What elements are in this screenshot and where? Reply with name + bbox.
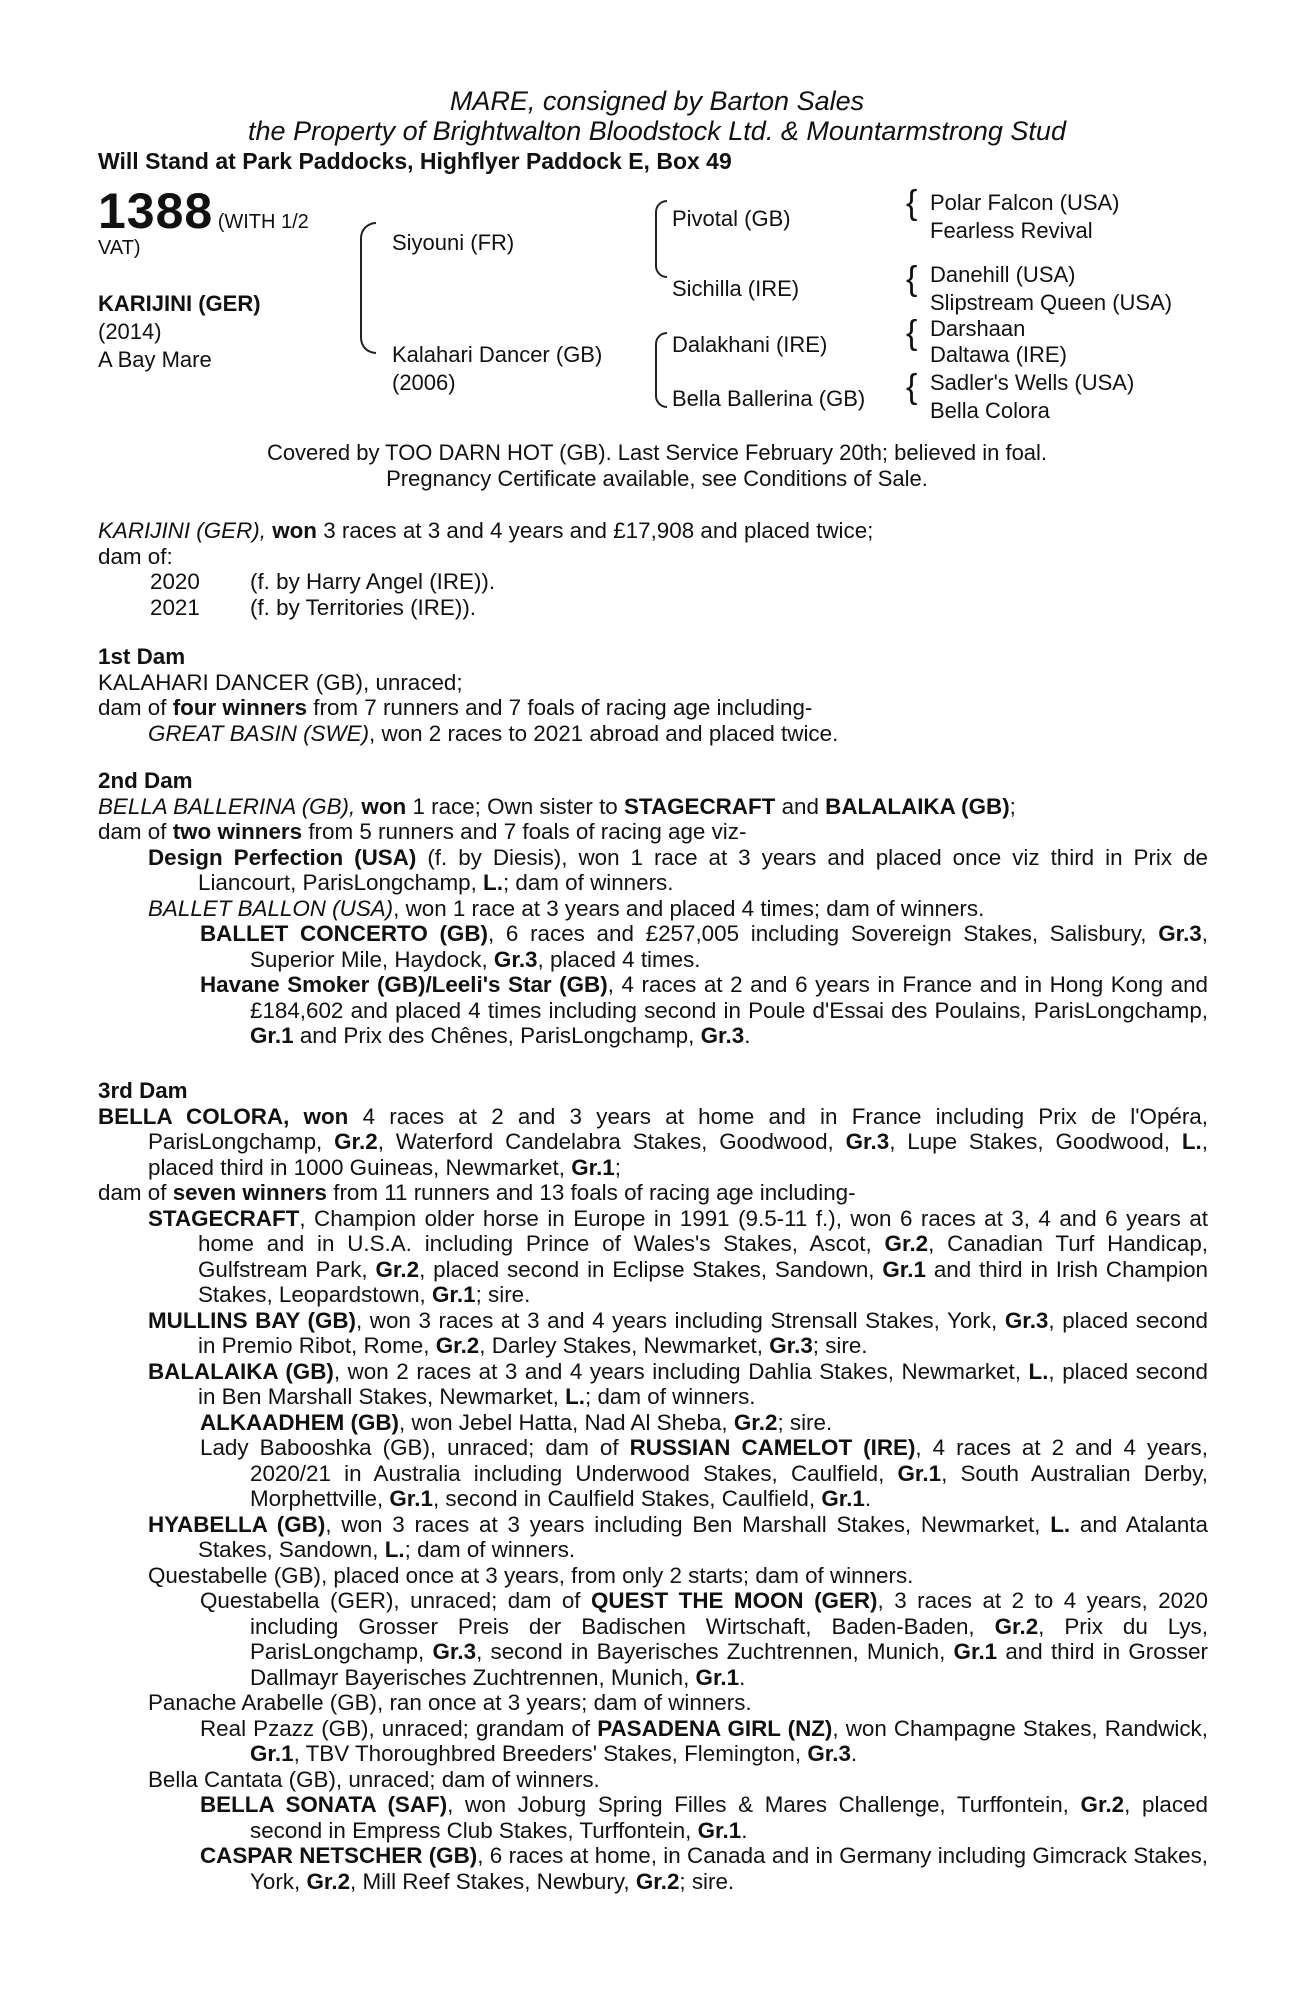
text-run: and third in Grosser Dallmayr Bayerisches Zuchtrennen, Munich, <box>250 1639 1208 1690</box>
brace-ds: { <box>906 314 918 352</box>
text-run: ; dam of winners. <box>585 1384 756 1409</box>
text-run: , TBV Thoroughbred Breeders' Stakes, Flemington, <box>293 1741 802 1766</box>
text-run: Gr.1 <box>250 1741 294 1766</box>
text-run: from 7 runners and 7 foals of racing age including- <box>313 695 813 720</box>
text-run: Gr.2 <box>635 1868 680 1894</box>
horse-identity <box>98 290 261 374</box>
third-dam-produce <box>98 1180 1208 1206</box>
text-run: ; <box>614 1154 621 1180</box>
consignor-line: MARE, consigned by Barton Sales <box>449 86 865 116</box>
pedigree-dam-year: (2006) <box>392 370 456 395</box>
text-run: Gr.2 <box>375 1256 420 1282</box>
text-run: . <box>850 1741 858 1766</box>
hyabella-entry <box>98 1512 1208 1563</box>
text-run: Gr.2 <box>306 1868 351 1894</box>
first-dam-section <box>98 644 1208 746</box>
text-run: (f. by Territories (IRE)). <box>250 594 477 620</box>
text-run: , 3 races at 2 to 4 years, 2020 including Grosser Preis der Badischen Wirtschaft, Baden-Baden, <box>250 1588 1208 1639</box>
text-run: , placed second in Premio Ribot, Rome, <box>198 1307 1208 1358</box>
text-run: , won 3 races at 3 years including Ben Marshall Stakes, Newmarket, <box>325 1511 1041 1537</box>
text-run: PASADENA GIRL (NZ) <box>597 1715 833 1741</box>
text-run: BALLET BALLON (USA) <box>148 895 394 921</box>
horse-name-ital: KARIJINI (GER), <box>98 518 266 543</box>
text-run: 4 races at 2 and 3 years at home and in France including Prix de l'Opéra, ParisLongchamp, <box>148 1103 1208 1154</box>
lot-number: 1388 <box>98 183 214 239</box>
text-run: , won Champagne Stakes, Randwick, <box>832 1715 1208 1741</box>
pregnancy-line: Pregnancy Certificate available, see Conditions of Sale. <box>386 466 928 491</box>
text-run: Gr.3 <box>700 1023 745 1048</box>
horse-description: A Bay Mare <box>98 347 212 372</box>
pedigree-ssd: Fearless Revival <box>930 218 1093 243</box>
text-run: ; dam of winners. <box>404 1537 576 1562</box>
panache-arabelle-entry: Panache Arabelle (GB), ran once at 3 years; dam of winners. <box>148 1690 752 1715</box>
text-run: , 6 races at home, in Canada and in Germany including Gimcrack Stakes, York, <box>250 1843 1208 1894</box>
text-run: , second in Caulfield Stakes, Caulfield, <box>432 1486 816 1511</box>
text-run: dam of <box>98 1180 167 1205</box>
text-run: BELLA COLORA <box>98 1103 284 1129</box>
alkaadhem-entry <box>98 1410 1208 1436</box>
text-run: from 5 runners and 7 foals of racing age viz- <box>308 819 747 844</box>
text-run: Gr.1 <box>882 1256 926 1282</box>
design-perfection-entry <box>98 845 1208 896</box>
intro-record: 3 races at 3 and 4 years and £17,908 and placed twice; <box>323 518 874 543</box>
text-run: , Champion older horse in Europe in 1991 (9.5-11 f.), won 6 races at 3, 4 and 6 years at home and in U.S.A. including Prince of Wales's Stakes, Ascot, <box>198 1205 1208 1256</box>
text-run: 1 race; Own sister to <box>412 793 618 819</box>
text-run: (f. by Harry Angel (IRE)). <box>250 569 496 594</box>
pedigree-sire: Siyouni (FR) <box>392 230 515 255</box>
lot-number-block <box>98 182 309 240</box>
text-run: Gr.3 <box>807 1741 851 1766</box>
text-run: , Darley Stakes, Newmarket, <box>479 1333 763 1358</box>
first-dam-heading: 1st Dam <box>98 644 186 669</box>
text-run: , second in Bayerisches Zuchtrennen, Munich, <box>476 1639 946 1664</box>
text-run: , 4 races at 2 and 6 years in France and in Hong Kong and £184,602 and placed 4 times including second in Poule d'Essai des Poulains, ParisLongchamp, <box>250 972 1208 1023</box>
text-run: and Prix des Chênes, ParisLongchamp, <box>299 1023 695 1048</box>
text-run: ALKAADHEM (GB) <box>200 1409 400 1435</box>
text-run: seven winners <box>172 1180 328 1205</box>
text-run: Gr.3 <box>845 1129 890 1154</box>
text-run: and third in Irish Champion Stakes, Leopardstown, <box>198 1256 1208 1307</box>
horse-year: (2014) <box>98 319 162 344</box>
text-run: Gr.1 <box>389 1486 433 1511</box>
text-run: Gr.2 <box>994 1613 1039 1639</box>
text-run: , 6 races and £257,005 including Sovereign Stakes, Salisbury, <box>487 921 1147 946</box>
text-run: dam of <box>98 819 167 844</box>
text-run: STAGECRAFT <box>148 1205 300 1231</box>
text-run: Lady Babooshka (GB), unraced; dam of <box>200 1435 619 1460</box>
text-run: Gr.2 <box>884 1231 929 1256</box>
second-dam-produce <box>98 819 1208 845</box>
text-run: Gr.2 <box>1080 1792 1125 1817</box>
text-run: ; sire. <box>679 1868 735 1894</box>
ballet-concerto-entry <box>98 921 1208 972</box>
text-run: , South Australian Derby, Morphettville, <box>250 1460 1208 1511</box>
text-run: , won 3 races at 3 and 4 years including Strensall Stakes, York, <box>356 1307 998 1333</box>
text-run: and <box>781 793 819 819</box>
stand-location: Will Stand at Park Paddocks, Highflyer Paddock E, Box 49 <box>98 148 732 174</box>
covered-line: Covered by TOO DARN HOT (GB). Last Service February 20th; believed in foal. <box>266 440 1048 465</box>
produce-row-2021 <box>98 595 1208 621</box>
pedigree-dam-sire: Dalakhani (IRE) <box>672 332 828 357</box>
text-run: BELLA BALLERINA (GB), <box>98 793 356 819</box>
real-pzazz-entry <box>98 1716 1208 1767</box>
pedigree-dss: Darshaan <box>930 316 1026 341</box>
text-run: BALALAIKA (GB) <box>148 1358 334 1384</box>
text-run: , Superior Mile, Haydock, <box>250 921 1208 972</box>
third-dam-section <box>98 1078 1208 1894</box>
bella-cantata-entry: Bella Cantata (GB), unraced; dam of winners. <box>148 1766 600 1792</box>
text-run: four winners <box>172 695 308 720</box>
text-run: , won <box>283 1103 349 1129</box>
second-dam-heading: 2nd Dam <box>98 768 193 793</box>
text-run: Havane Smoker (GB)/Leeli's Star (GB) <box>200 972 608 997</box>
questabella-entry <box>98 1588 1208 1690</box>
text-run: , won Joburg Spring Filles & Mares Challenge, Turffontein, <box>447 1792 1069 1817</box>
text-run: Gr.2 <box>733 1409 778 1435</box>
text-run: Gr.2 <box>334 1129 378 1154</box>
pedigree-brace-main <box>360 222 376 354</box>
text-run: , won 2 races to 2021 abroad and placed twice. <box>369 720 839 746</box>
text-run: MULLINS BAY (GB) <box>148 1307 356 1333</box>
text-run: from 11 runners and 13 foals of racing age including- <box>333 1180 856 1205</box>
brace-dd: { <box>906 368 918 406</box>
text-run: STAGECRAFT <box>624 793 776 819</box>
text-run: , placed third in 1000 Guineas, Newmarket, <box>148 1129 1208 1180</box>
text-run: ; sire. <box>812 1333 868 1358</box>
pedigree-sdd: Slipstream Queen (USA) <box>930 290 1173 315</box>
text-run: Questabella (GER), unraced; dam of <box>200 1588 581 1613</box>
text-run: , won 2 races at 3 and 4 years including Dahlia Stakes, Newmarket, <box>333 1358 1021 1384</box>
text-run: dam of <box>98 695 167 720</box>
questabelle-entry: Questabelle (GB), placed once at 3 years, from only 2 starts; dam of winners. <box>148 1562 914 1588</box>
third-dam-heading: 3rd Dam <box>98 1078 188 1103</box>
text-run: 2020 <box>150 569 200 594</box>
text-run: , placed 4 times. <box>537 946 701 972</box>
balalaika-entry <box>98 1359 1208 1410</box>
text-run: Real Pzazz (GB), unraced; grandam of <box>200 1715 591 1741</box>
text-run: BALALAIKA (GB) <box>825 793 1010 819</box>
intro-section <box>98 518 1208 620</box>
first-dam-produce <box>98 695 1208 721</box>
text-run: Gr.1 <box>250 1023 294 1048</box>
text-run: . <box>741 1817 748 1843</box>
text-run: Gr.1 <box>897 1460 942 1486</box>
text-run: , placed second in Eclipse Stakes, Sandown, <box>419 1256 875 1282</box>
text-run: Gr.1 <box>571 1154 615 1180</box>
text-run: ; <box>1009 793 1016 819</box>
won-word: won <box>272 518 317 543</box>
text-run: Gr.3 <box>769 1333 813 1358</box>
text-run: . <box>739 1664 746 1690</box>
property-line: the Property of Brightwalton Bloodstock Ltd. & Mountarmstrong Stud <box>248 116 1066 146</box>
lady-babooshka-entry <box>98 1435 1208 1512</box>
text-run: (f. by Diesis), won 1 race at 3 years and placed once viz third in Prix de Liancourt, ParisLongchamp, <box>198 844 1208 895</box>
text-run: two winners <box>172 819 303 844</box>
text-run: Gr.3 <box>1004 1307 1049 1333</box>
text-run: Design Perfection (USA) <box>148 844 417 870</box>
text-run: ; sire. <box>777 1409 833 1435</box>
text-run: L. <box>384 1537 405 1562</box>
text-run: QUEST THE MOON (GER) <box>591 1588 878 1613</box>
text-run: Gr.3 <box>1158 921 1202 946</box>
second-dam-section <box>98 768 1208 1049</box>
text-run: L. <box>1028 1358 1049 1384</box>
mullins-bay-entry <box>98 1308 1208 1359</box>
pedigree-dam-dam: Bella Ballerina (GB) <box>672 386 866 411</box>
text-run: won <box>361 793 407 819</box>
pedigree-sire-dam: Sichilla (IRE) <box>672 276 800 301</box>
text-run: 2021 <box>150 594 200 620</box>
pedigree-dds: Sadler's Wells (USA) <box>930 370 1135 395</box>
pedigree-ddd: Bella Colora <box>930 398 1050 423</box>
text-run: Gr.1 <box>821 1486 865 1511</box>
text-run: Gr.1 <box>432 1282 476 1307</box>
pedigree-dam: Kalahari Dancer (GB) <box>392 342 603 367</box>
text-run: HYABELLA (GB) <box>148 1511 326 1537</box>
text-run: GREAT BASIN (SWE) <box>148 720 370 746</box>
text-run: . <box>864 1486 872 1511</box>
text-run: Gr.1 <box>695 1664 740 1690</box>
text-run: , won 1 race at 3 years and placed 4 times; dam of winners. <box>393 895 985 921</box>
brace-sd: { <box>906 260 918 298</box>
pedigree-brace-dam <box>655 332 667 408</box>
bella-colora-entry <box>98 1104 1208 1181</box>
text-run: ; sire. <box>475 1282 531 1307</box>
text-run: , 4 races at 2 and 4 years, 2020/21 in Australia including Underwood Stakes, Caulfield, <box>250 1435 1208 1486</box>
vat-note: (WITH 1/2 <box>217 211 309 233</box>
text-run: BALLET CONCERTO (GB) <box>200 921 488 946</box>
stagecraft-entry <box>98 1206 1208 1308</box>
text-run: , placed second in Empress Club Stakes, Turffontein, <box>250 1792 1208 1843</box>
text-run: Gr.3 <box>493 946 538 972</box>
text-run: RUSSIAN CAMELOT (IRE) <box>629 1435 916 1460</box>
text-run: , Mill Reef Stakes, Newbury, <box>350 1868 630 1894</box>
pedigree-sire-sire: Pivotal (GB) <box>672 206 791 231</box>
text-run: Gr.3 <box>432 1639 477 1664</box>
pedigree-sds: Danehill (USA) <box>930 262 1076 287</box>
pedigree-brace-sire <box>655 200 667 278</box>
text-run: L. <box>483 870 503 895</box>
first-dam-winner <box>98 721 1208 747</box>
text-run: Gr.1 <box>697 1817 742 1843</box>
text-run: BELLA SONATA (SAF) <box>200 1792 448 1817</box>
dam-of-label: dam of: <box>98 543 173 569</box>
text-run: , placed second in Ben Marshall Stakes, Newmarket, <box>198 1358 1208 1409</box>
first-dam-line: KALAHARI DANCER (GB), unraced; <box>98 669 463 695</box>
brace-ss: { <box>906 184 918 222</box>
text-run: , Canadian Turf Handicap, Gulfstream Park, <box>198 1231 1209 1282</box>
text-run: ; dam of winners. <box>502 870 674 895</box>
text-run: , Waterford Candelabra Stakes, Goodwood, <box>377 1129 834 1154</box>
vat-note-cont: VAT) <box>98 237 141 259</box>
text-run: , Lupe Stakes, Goodwood, <box>889 1129 1170 1154</box>
text-run: , won Jebel Hatta, Nad Al Sheba, <box>399 1409 728 1435</box>
text-run: . <box>744 1023 751 1048</box>
text-run: Gr.2 <box>435 1333 480 1358</box>
havane-smoker-entry <box>98 972 1208 1049</box>
horse-name: KARIJINI (GER) <box>98 291 261 316</box>
bella-sonata-entry <box>98 1792 1208 1843</box>
ballet-ballon-entry <box>98 896 1208 922</box>
caspar-netscher-entry <box>98 1843 1208 1894</box>
text-run: and Atalanta Stakes, Sandown, <box>198 1511 1208 1562</box>
text-run: , Prix du Lys, ParisLongchamp, <box>250 1613 1208 1664</box>
pedigree-sss: Polar Falcon (USA) <box>930 190 1120 215</box>
produce-row-2020 <box>98 569 1208 595</box>
text-run: L. <box>1050 1511 1071 1537</box>
text-run: L. <box>1181 1129 1202 1154</box>
text-run: L. <box>565 1384 586 1409</box>
pedigree-dsd: Daltawa (IRE) <box>930 342 1067 367</box>
text-run: Gr.1 <box>953 1639 998 1664</box>
text-run: CASPAR NETSCHER (GB) <box>200 1843 478 1868</box>
second-dam-line <box>98 794 1208 820</box>
